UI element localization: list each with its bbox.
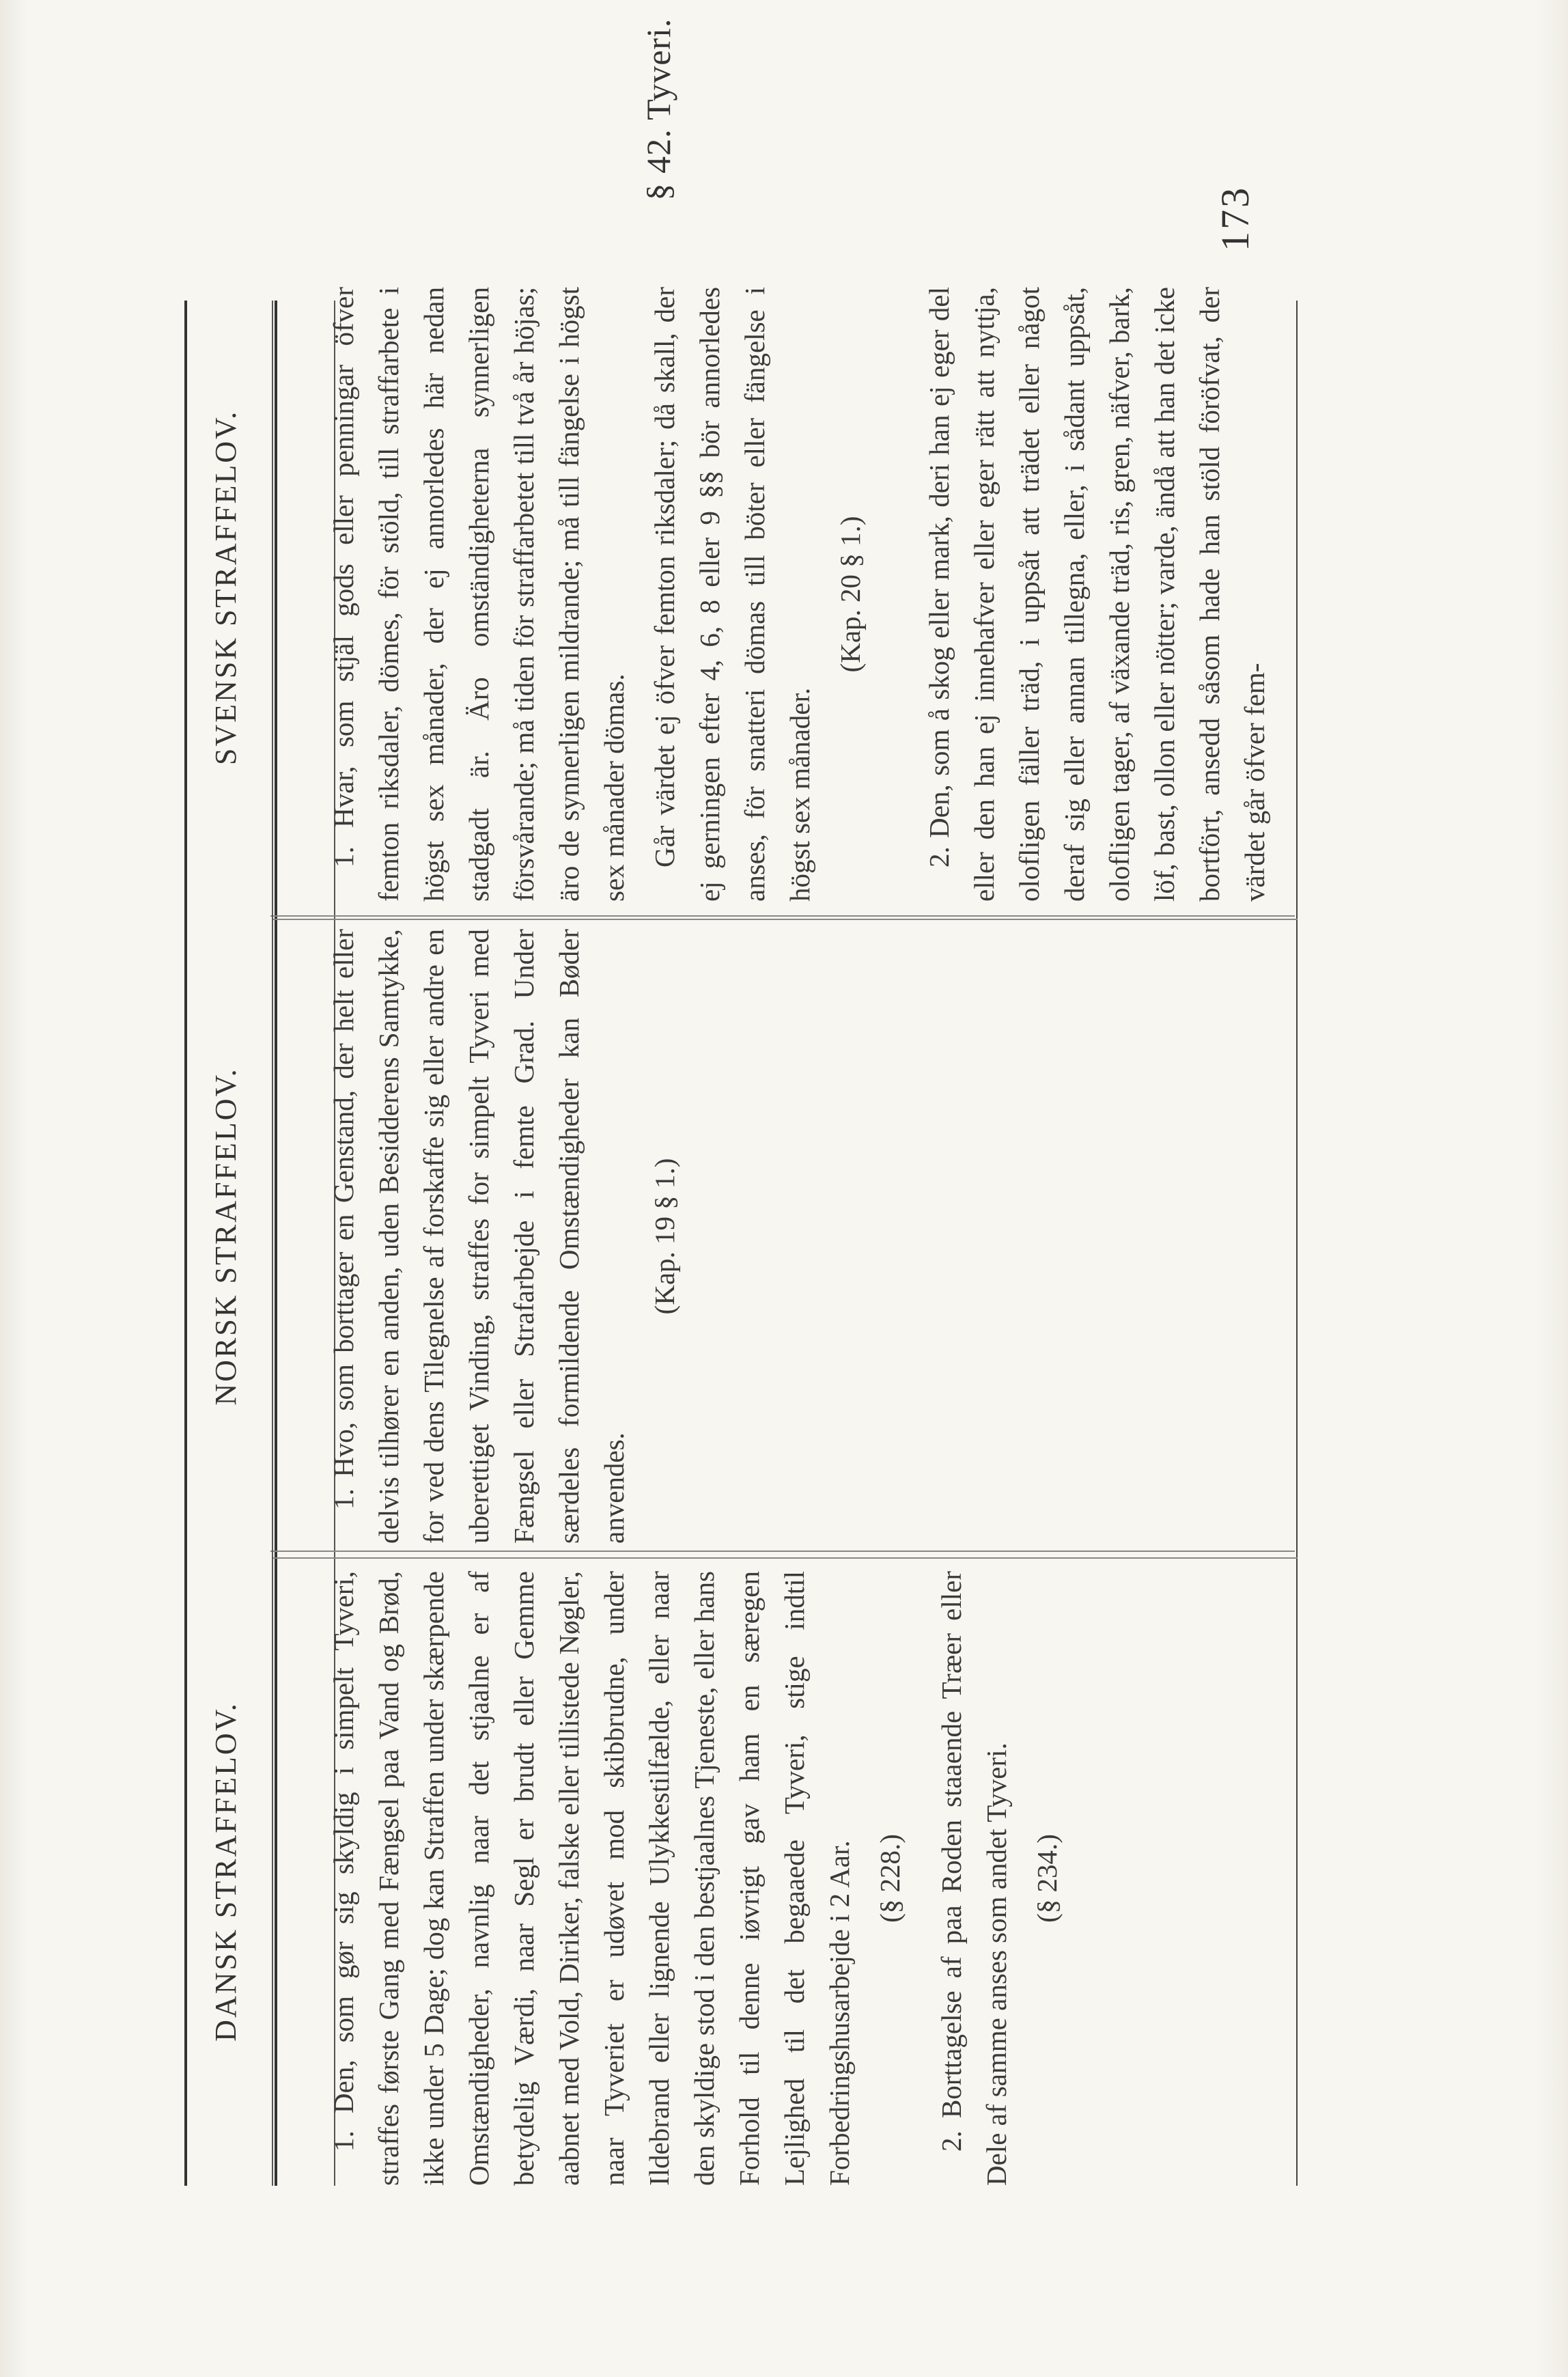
- top-rule: [275, 301, 277, 2186]
- heading-dansk: DANSK STRAFFELOV.: [209, 1701, 242, 2042]
- svensk-paragraph-3: 2. Den, som å skog eller mark, deri han ej eger del eller den han ej innehafver eller eger rätt att nyttja, olofligen fäller träd, i uppsåt att trädet eller något deraf sig eller annan tillegna, eller, i sådant uppsåt, olofligen tager, af växande träd, ris, gren, näfver, bark, löf, bast, ollon eller nötter; varde, ändå att han det icke bortfört, ansedd såsom hade han stöld föröfvat, der värdet går öfver fem-: [923, 287, 1270, 902]
- svensk-spacer: [889, 287, 916, 902]
- heading-norsk: NORSK STRAFFELOV.: [209, 1067, 242, 1406]
- column-dansk: [321, 1571, 1086, 2186]
- dansk-paragraph-1: 1. Den, som gør sig skyldig i simpelt Tyveri, straffes første Gang med Fængsel paa Vand og Brød, ikke under 5 Dage; dog kan Straffen under skærpende Omstændigheder, navnlig naar det stjaalne er af betydelig Værdi, naar Segl er brudt eller Gemme aabnet med Vold, Diriker, falske eller tillistede Nøgler, naar Tyveriet er udøvet mod skibbrudne, under Ildebrand eller lignende Ulykkestilfælde, eller naar den skyldige stod i den bestjaalnes Tjeneste, eller hans Forhold til denne iøvrigt gav ham en særegen Lejlighed til det begaaede Tyveri, stige indtil Forbedringshusarbejde i 2 Aar.: [328, 1571, 855, 2186]
- running-head-text: § 42. Tyveri.: [639, 18, 677, 201]
- dansk-citation-2: (§ 234.): [1031, 1834, 1063, 1923]
- page-number-text: 173: [1213, 186, 1257, 251]
- norsk-citation-1: (Kap. 19 § 1.): [649, 1158, 680, 1315]
- heading-rule-v: [272, 301, 273, 2186]
- outer-rule-left: [184, 301, 187, 2186]
- svensk-citation-1: (Kap. 20 § 1.): [835, 516, 866, 673]
- column-svensk: [321, 287, 1283, 902]
- dansk-paragraph-2: 2. Borttagelse af paa Roden staaende Træer eller Dele af samme anses som andet Tyveri.: [936, 1571, 1012, 2186]
- heading-svensk: SVENSK STRAFFELOV.: [209, 409, 242, 766]
- column-rule-2: [273, 919, 1298, 920]
- column-rule-1: [273, 1557, 1298, 1559]
- svensk-paragraph-1: 1. Hvar, som stjäl gods eller penningar öfver femton riksdaler, dömes, för stöld, till straffarbete i högst sex månader, der ej annorledes här nedan stadgadt är. Äro omständigheterna synnerligen försvårande; må tiden för straffarbetet till två år höjas; äro de synnerligen mildrande; må till fängelse i högst sex månader dömas.: [328, 287, 630, 902]
- dansk-citation-1: (§ 228.): [874, 1834, 906, 1923]
- column-divider-1: [270, 915, 1295, 917]
- column-norsk: [321, 929, 703, 1544]
- column-divider-2: [270, 1551, 1295, 1552]
- svensk-paragraph-2: Går värdet ej öfver femton riksdaler; då skall, der ej gerningen efter 4, 6, 8 eller 9 §§ bör annorledes anses, för snatteri dömas till böter eller fängelse i högst sex månader.: [649, 287, 815, 902]
- bottom-rule: [1296, 301, 1298, 2186]
- norsk-paragraph-1: 1. Hvo, som borttager en Genstand, der helt eller delvis tilhører en anden, uden Besidderens Samtykke, for ved dens Tilegnelse af forskaffe sig eller andre en uberettiget Vinding, straffes for simpelt Tyveri med Fængsel eller Strafarbejde i femte Grad. Under særdeles formildende Omstændigheder kan Bøder anvendes.: [328, 929, 630, 1544]
